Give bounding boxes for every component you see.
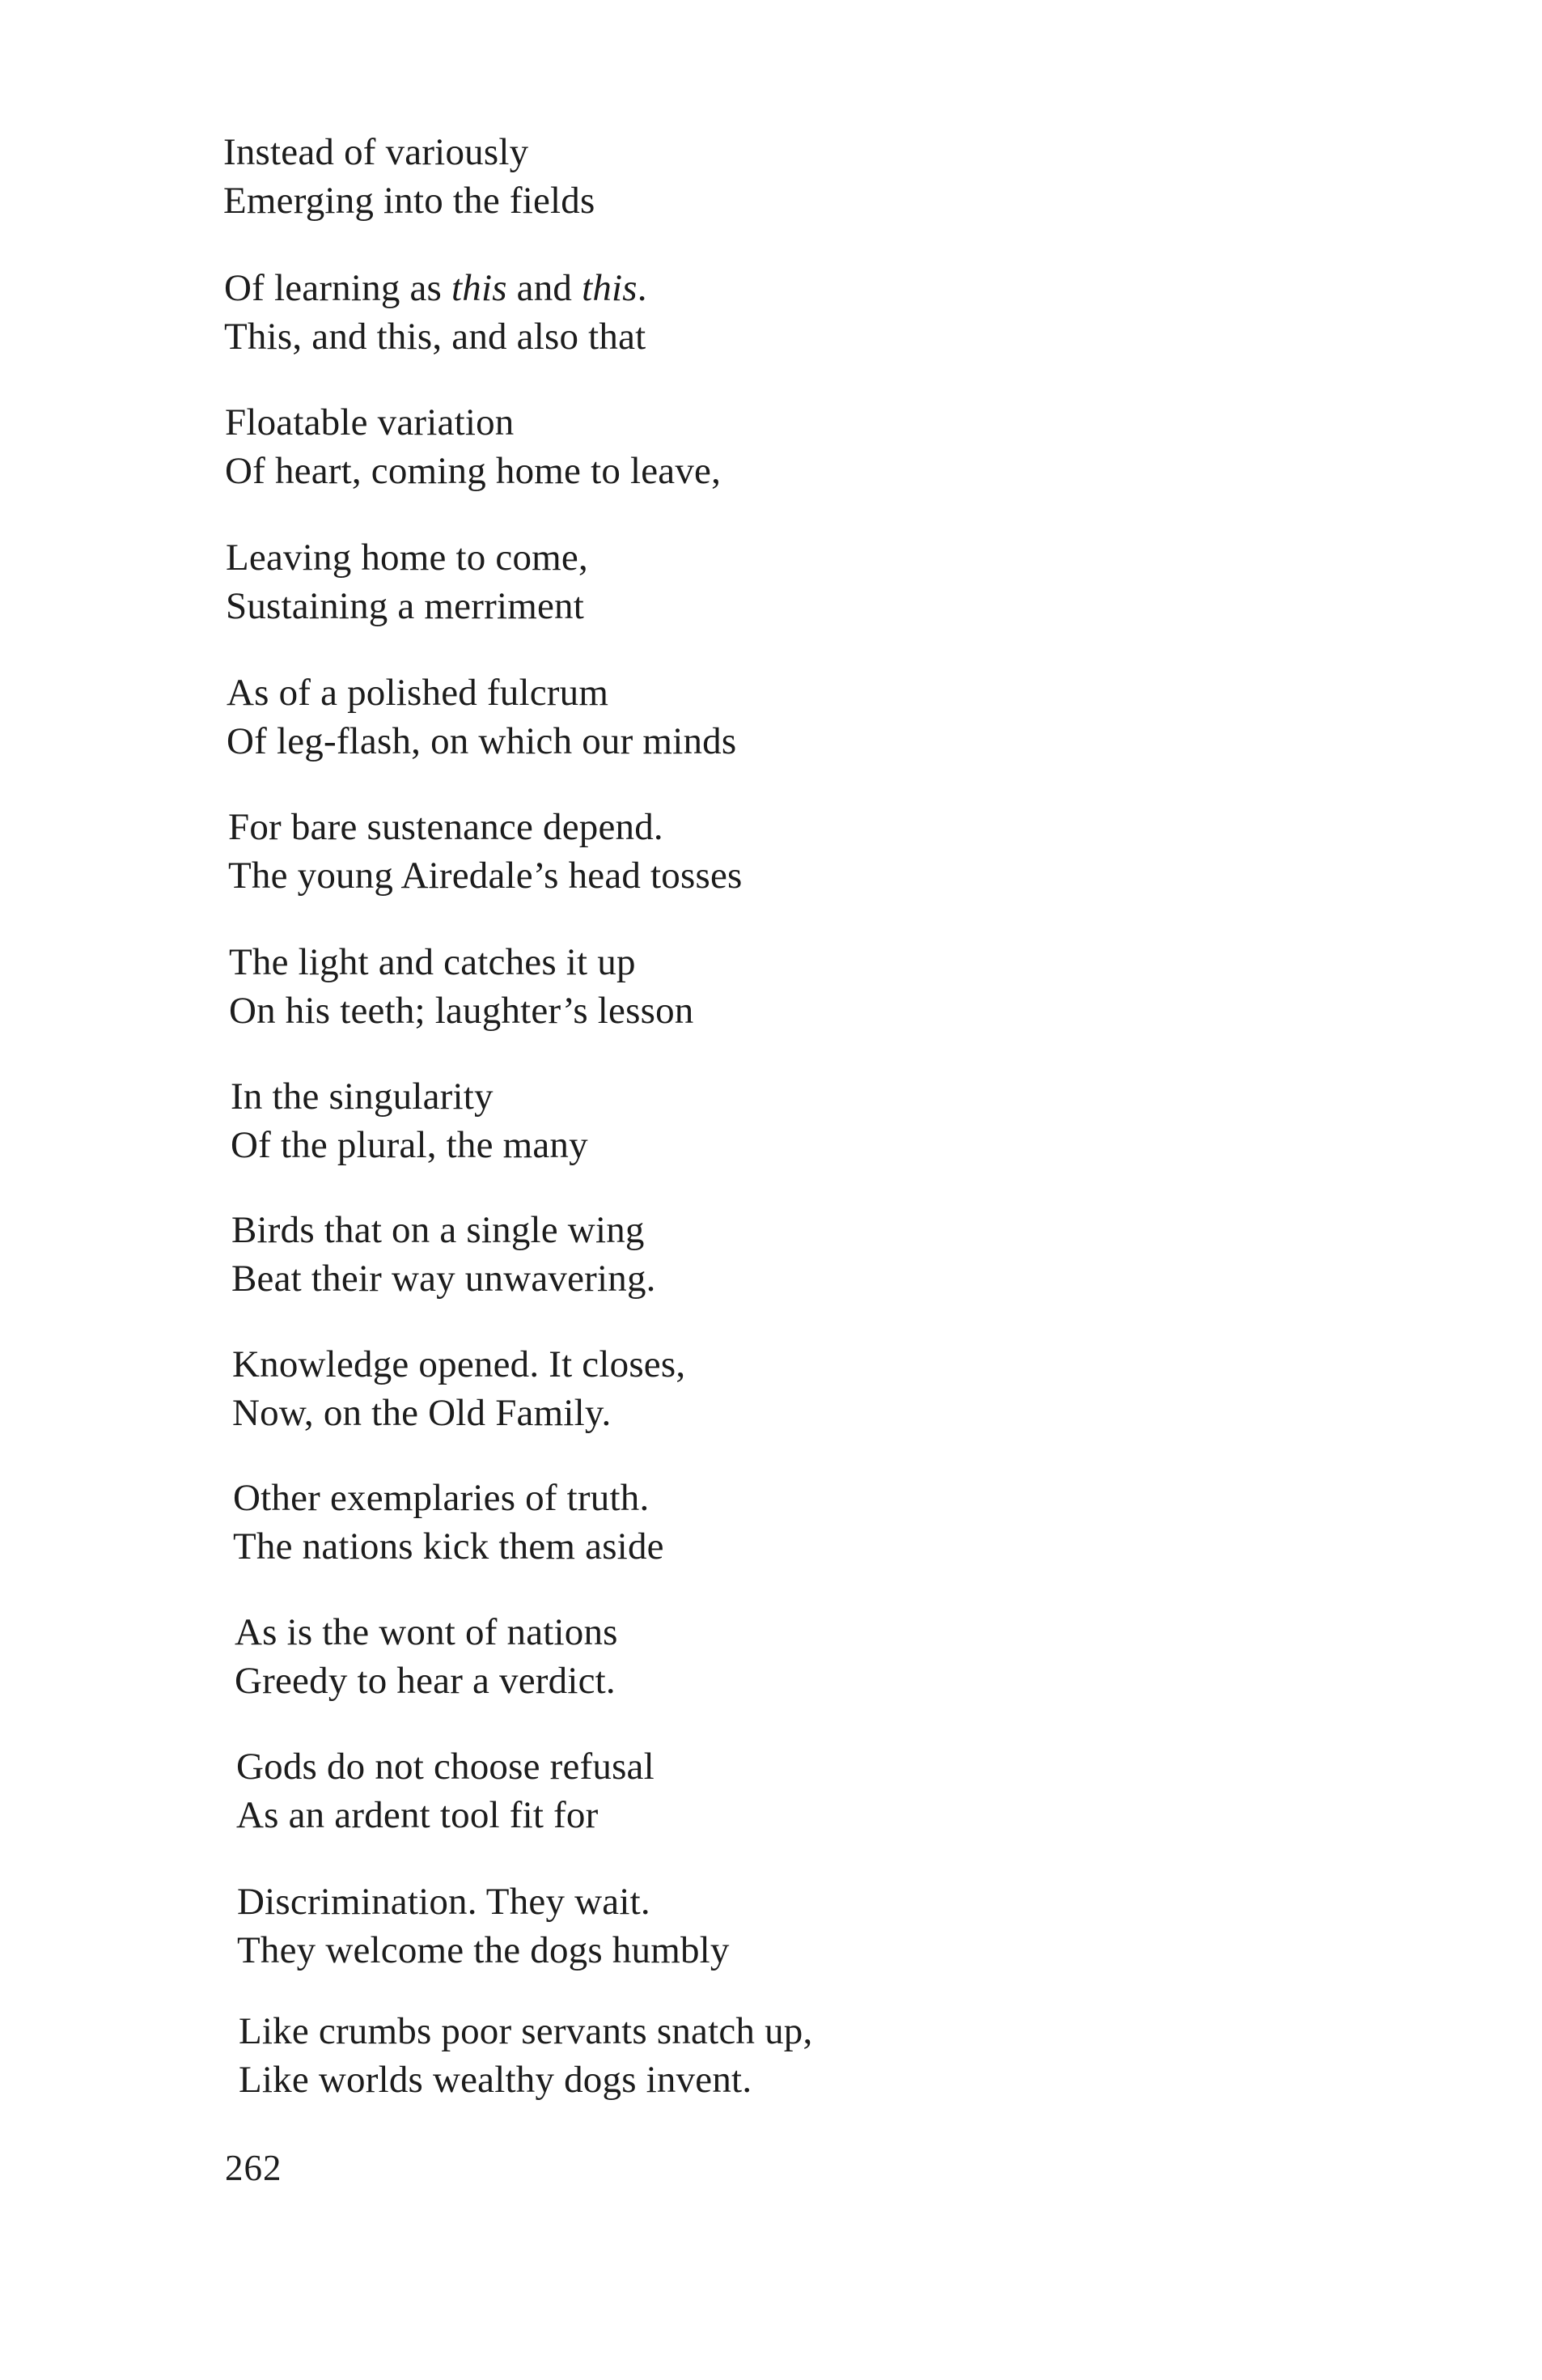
poem-line: Of the plural, the many: [231, 1124, 588, 1166]
poem-line: As is the wont of nations: [235, 1611, 618, 1653]
poem-line: Other exemplaries of truth.: [233, 1477, 650, 1519]
poem-line: Like worlds wealthy dogs invent.: [239, 2059, 752, 2101]
poem-line: Emerging into the fields: [223, 180, 595, 222]
stanza-2: [0, 264, 1052, 361]
poem-line: The young Airedale’s head tosses: [228, 855, 743, 897]
stanza-10: [0, 1340, 1052, 1437]
poem-line: Gods do not choose refusal: [236, 1746, 655, 1788]
stanza-11: [0, 1474, 1052, 1571]
poem-line: Of learning as this and this.: [224, 267, 647, 309]
poem-line: As an ardent tool fit for: [236, 1794, 599, 1836]
poem-line: Of leg-flash, on which our minds: [227, 720, 737, 762]
poem-line: Of heart, coming home to leave,: [225, 450, 722, 492]
stanza-4: [0, 533, 1052, 630]
poem-line: This, and this, and also that: [224, 316, 646, 358]
stanza-15: [0, 2007, 1052, 2104]
stanza-9: [0, 1206, 1052, 1303]
poem-line: Instead of variously: [223, 131, 529, 173]
poem-line: As of a polished fulcrum: [227, 672, 609, 714]
stanza-8: [0, 1072, 1052, 1169]
stanza-5: [0, 668, 1052, 766]
page-number: 262: [225, 2148, 282, 2188]
stanza-13: [0, 1742, 1052, 1839]
poem-line: Discrimination. They wait.: [237, 1881, 650, 1923]
stanza-1: [0, 128, 1052, 225]
poem-line: The light and catches it up: [229, 941, 636, 983]
poem-line: Beat their way unwavering.: [231, 1258, 656, 1300]
stanza-7: [0, 938, 1052, 1035]
stanza-14: [0, 1877, 1052, 1975]
poem-line: Greedy to hear a verdict.: [235, 1660, 616, 1702]
poem-line: The nations kick them aside: [233, 1525, 664, 1568]
poem-line: Leaving home to come,: [226, 537, 588, 579]
stanza-12: [0, 1608, 1052, 1705]
poem-line: For bare sustenance depend.: [228, 806, 663, 848]
poem-line: On his teeth; laughter’s lesson: [229, 990, 694, 1032]
poem-line: Knowledge opened. It closes,: [232, 1343, 686, 1385]
poem-line: They welcome the dogs humbly: [237, 1929, 730, 1971]
poem-line: Like crumbs poor servants snatch up,: [239, 2010, 813, 2052]
stanza-3: [0, 398, 1052, 495]
poem-line: Sustaining a merriment: [226, 585, 584, 627]
poem-line: In the singularity: [231, 1075, 494, 1118]
poem-line: Now, on the Old Family.: [232, 1392, 612, 1434]
poem-line: Birds that on a single wing: [231, 1209, 645, 1251]
stanza-6: [0, 803, 1052, 900]
poem-line: Floatable variation: [225, 401, 515, 443]
